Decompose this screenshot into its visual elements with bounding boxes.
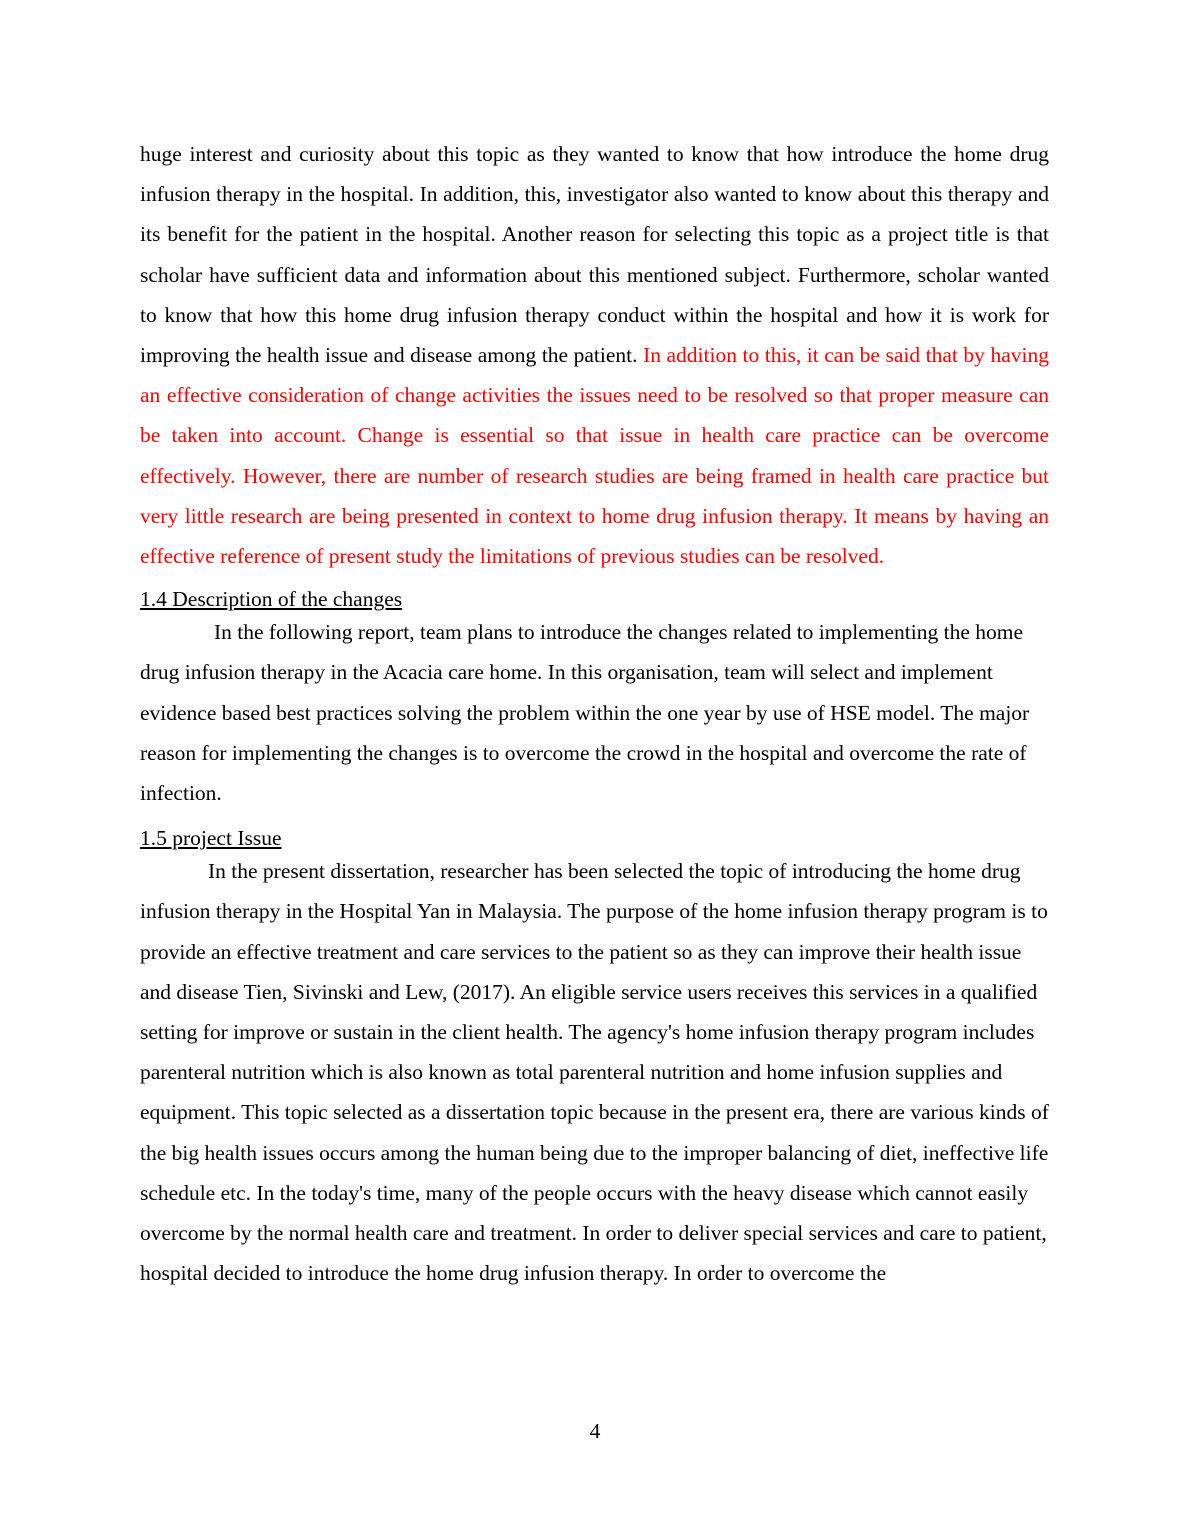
- section-1-5-paragraph: In the present dissertation, researcher has been selected the topic of introducing the home drug infusion therapy in the Hospital Yan in Malaysia. The purpose of the home infusion therapy program is to provide an effective treatment and care services to the patient so as they can improve their health issue and disease Tien, Sivinski and Lew, (2017). An eligible service users receives this services in a qualified setting for improve or sustain in the client health. The agency's home infusion therapy program includes parenteral nutrition which is also known as total parenteral nutrition and home infusion supplies and equipment. This topic selected as a dissertation topic because in the present era, there are various kinds of the big health issues occurs among the human being due to the improper balancing of diet, ineffective life schedule etc. In the today's time, many of the people occurs with the heavy disease which cannot easily overcome by the normal health care and treatment. In order to deliver special services and care to patient, hospital decided to introduce the home drug infusion therapy. In order to overcome the: [140, 859, 1049, 1286]
- intro-text-red-highlight: In addition to this, it can be said that by having an effective consideration of change activities the issues need to be resolved so that proper measure can be taken into account. Change is essential so that issue in health care practice can be overcome effectively. However, there are number of research studies are being framed in health care practice but very little research are being presented in context to home drug infusion therapy. It means by having an effective reference of present study the limitations of previous studies can be resolved.: [140, 343, 1049, 569]
- intro-paragraph: [140, 134, 1049, 576]
- section-heading-1-5: 1.5 project Issue: [140, 826, 282, 851]
- intro-text-black: huge interest and curiosity about this topic as they wanted to know that how introduce the home drug infusion therapy in the hospital. In addition, this, investigator also wanted to know about this therapy and its benefit for the patient in the hospital. Another reason for selecting this topic as a project title is that scholar have sufficient data and information about this mentioned subject. Furthermore, scholar wanted to know that how this home drug infusion therapy conduct within the hospital and how it is work for improving the health issue and disease among the patient.: [140, 142, 1049, 368]
- page-number: 4: [589, 1419, 601, 1443]
- page-content: [140, 134, 1049, 1293]
- section-heading-1-4: 1.4 Description of the changes: [140, 587, 403, 612]
- section-1-4-paragraph: In the following report, team plans to introduce the changes related to implementing the home drug infusion therapy in the Acacia care home. In this organisation, team will select and implement evidence based best practices solving the problem within the one year by use of HSE model. The major reason for implementing the changes is to overcome the crowd in the hospital and overcome the rate of infection.: [140, 620, 1030, 806]
